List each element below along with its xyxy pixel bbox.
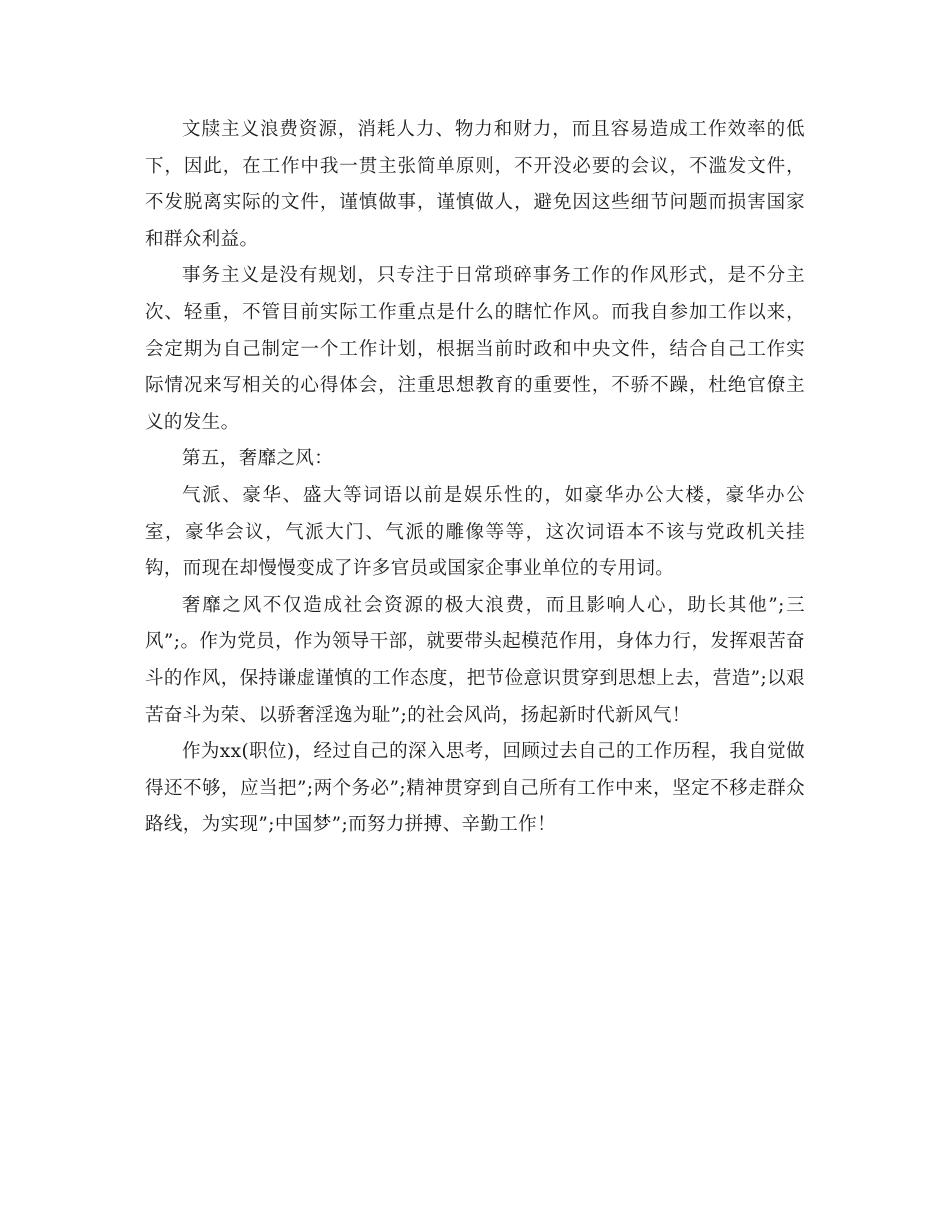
section-heading-extravagance: 第五，奢靡之风：: [182, 448, 334, 470]
paragraph-luxury-words: 气派、豪华、盛大等词语以前是娱乐性的，如豪华办公大楼，豪华办公室，豪华会议，气派大门、气派的雕像等等，这次词语本不该与党政机关挂钩，而现在却慢慢变成了许多官员或国家企事业单位的专用词。: [145, 484, 805, 580]
paragraph-extravagance-harm: 奢靡之风不仅造成社会资源的极大浪费，而且影响人心，助长其他”;三风”;。作为党员，作为领导干部，就要带头起模范作用，身体力行，发挥艰苦奋斗的作风，保持谦虚谨慎的工作态度，把节俭意识贯穿到思想上去，营造”;以艰苦奋斗为荣、以骄奢淫逸为耻”;的社会风尚，扬起新时代新风气！: [145, 594, 805, 726]
paragraph-routinism: 事务主义是没有规划，只专注于日常琐碎事务工作的作风形式，是不分主次、轻重，不管目前实际工作重点是什么的瞎忙作风。而我自参加工作以来，会定期为自己制定一个工作计划，根据当前时政和中央文件，结合自己工作实际情况来写相关的心得体会，注重思想教育的重要性，不骄不躁，杜绝官僚主义的发生。: [145, 265, 805, 433]
document-body: [145, 112, 805, 844]
paragraph-personal-commitment: 作为xx(职位)，经过自己的深入思考，回顾过去自己的工作历程，我自觉做得还不够，应当把”;两个务必”;精神贯穿到自己所有工作中来，坚定不移走群众路线，为实现”;中国梦”;而努力拼搏、辛勤工作！: [145, 741, 805, 836]
paragraph-bureaucratic-documents: 文牍主义浪费资源，消耗人力、物力和财力，而且容易造成工作效率的低下，因此，在工作中我一贯主张简单原则，不开没必要的会议，不滥发文件，不发脱离实际的文件，谨慎做事，谨慎做人，避免因这些细节问题而损害国家和群众利益。: [145, 119, 805, 250]
